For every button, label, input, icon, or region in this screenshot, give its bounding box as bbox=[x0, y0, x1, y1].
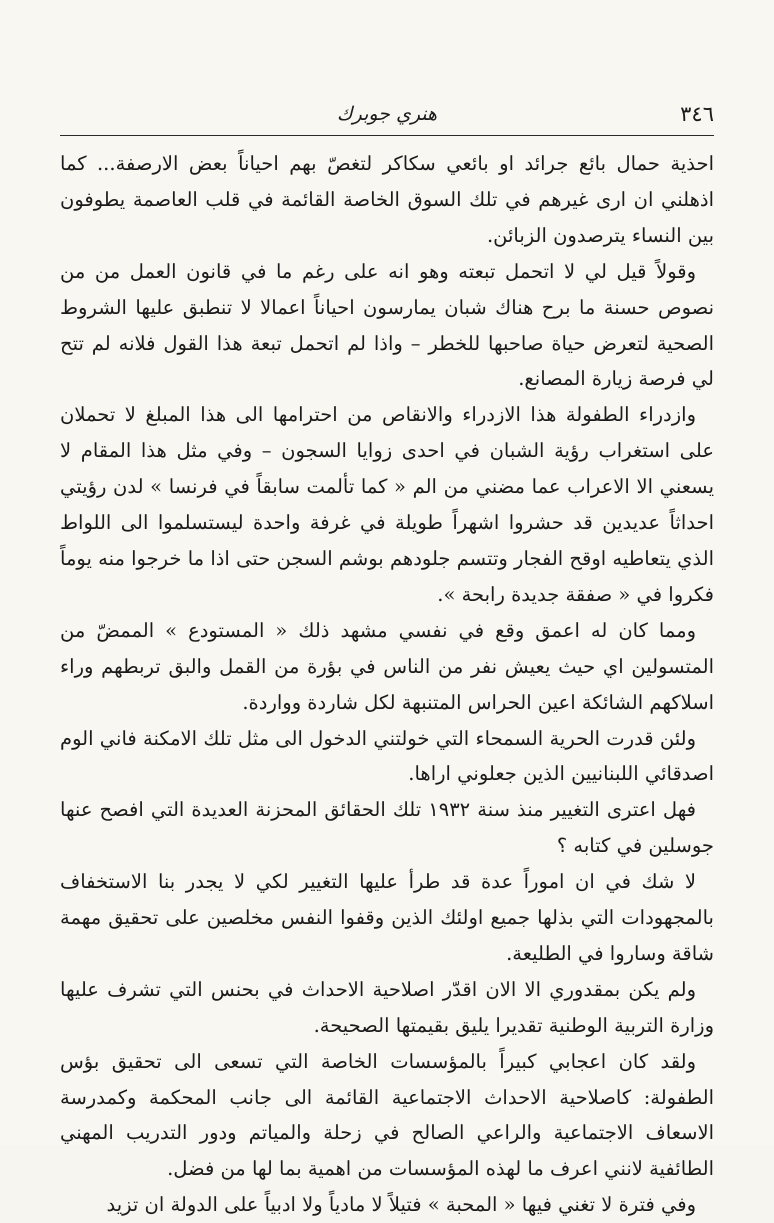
paragraph: وازدراء الطفولة هذا الازدراء والانقاص من احترامها الى هذا المبلغ لا تحملان على استغراب رؤية الشبان في احدى زوايا السجون – وفي مثل هذا المقام لا يسعني الا الاعراب عما مضني من الم « كما تألمت سابقاً في فرنسا » لدن رؤيتي احداثاً عديدين قد حشروا اشهراً طويلة في غرفة واحدة ليستسلموا الى اللواط الذي يتعاطيه اوقح الفجار وتتسم جلودهم بوشم السجن حتى اذا ما خرجوا منه يوماً فكروا في « صفقة جديدة رابحة ». bbox=[60, 403, 714, 606]
header-rule bbox=[60, 135, 714, 136]
paragraph: ولئن قدرت الحرية السمحاء التي خولتني الدخول الى مثل تلك الامكنة فاني الوم اصدقائي اللبنانيين الذين جعلوني اراها. bbox=[60, 726, 714, 786]
paragraph: وقولاً قيل لي لا اتحمل تبعته وهو انه على رغم ما في قانون العمل من من نصوص حسنة ما برح هناك شبان يمارسون احياناً اعمالا لا تنطبق عليها الشروط الصحية لتعرض حياة صاحبها للخطر – واذا لم اتحمل تبعة هذا القول فلانه لم تتح لي فرصة زيارة المصانع. bbox=[60, 259, 714, 391]
body-text bbox=[60, 146, 714, 1223]
paragraph: وفي فترة لا تغني فيها « المحبة » فتيلاً لا مادياً ولا ادبياً على الدولة ان تزيد bbox=[106, 1193, 696, 1217]
page-number: ٣٤٦ bbox=[680, 102, 714, 126]
paragraph: ولم يكن بمقدوري الا الان اقدّر اصلاحية الاحداث في بحنس التي تشرف عليها وزارة التربية الوطنية تقديرا يليق بقيمتها الصحيحة. bbox=[60, 977, 714, 1037]
paragraph: لا شك في ان اموراً عدة قد طرأ عليها التغيير لكي لا يجدر بنا الاستخفاف بالمجهودات التي بذلها جميع اولئك الذين وقفوا النفس مخلصين على تحقيق مهمة شاقة وساروا في الطليعة. bbox=[60, 870, 714, 965]
page-header bbox=[60, 98, 714, 132]
paragraph: فهل اعترى التغيير منذ سنة ١٩٣٢ تلك الحقائق المحزنة العديدة التي افصح عنها جوسلين في كتابه ؟ bbox=[60, 798, 714, 858]
paragraph: ومما كان له اعمق وقع في نفسي مشهد ذلك « المستودع » الممضّ من المتسولين اي حيث يعيش نفر من الناس في بؤرة من القمل والبق تربطهم وراء اسلاكهم الشائكة اعين الحراس المتنبهة لكل شاردة وواردة. bbox=[60, 618, 714, 714]
running-title: هنري جوبرك bbox=[336, 103, 438, 125]
paragraph: احذية حمال بائع جرائد او بائعي سكاكر لتغصّ بهم احياناً بعض الارصفة... كما اذهلني ان ارى غيرهم في تلك السوق الخاصة القائمة في قلب العاصمة يطوفون بين النساء يترصدون الزبائن. bbox=[60, 152, 714, 247]
paragraph: ولقد كان اعجابي كبيراً بالمؤسسات الخاصة التي تسعى الى تحقيق بؤس الطفولة: كاصلاحية الاحداث الاجتماعية القائمة الى جانب المحكمة وكمدرسة الاسعاف الاجتماعية والراعي الصالح في زحلة والمياتم ودور التدريب المهني الطائفية لانني اعرف ما لهذه المؤسسات من اهمية بما لها من فضل. bbox=[60, 1049, 714, 1181]
